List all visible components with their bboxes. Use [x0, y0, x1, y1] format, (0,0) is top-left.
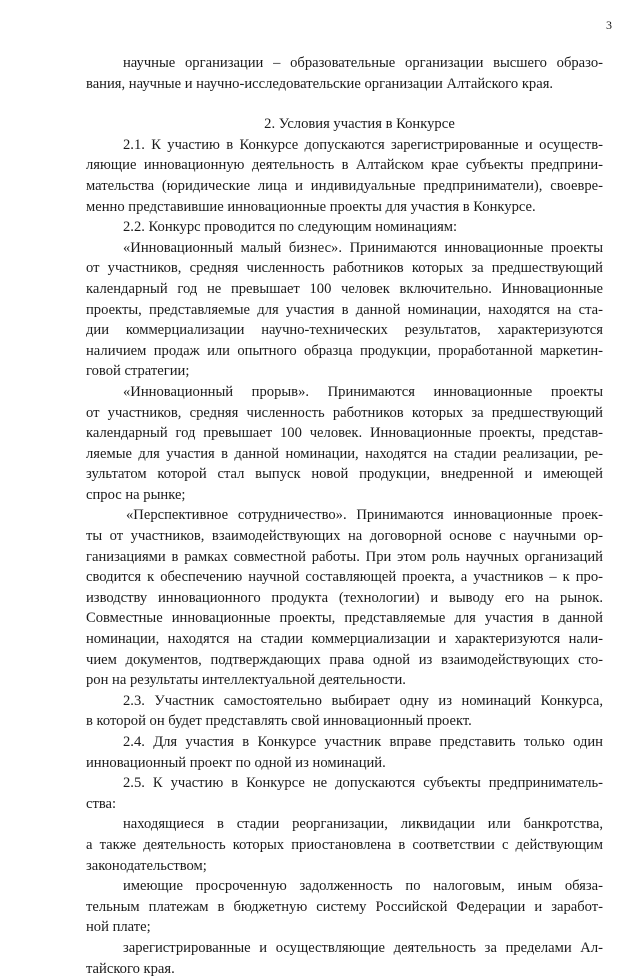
text-line: в которой он будет представлять свой инновационный проект.: [86, 713, 472, 730]
text-line: дии коммерциализации научно-технических результатов, характеризуются: [86, 322, 603, 339]
text-line: номинации, находятся на стадии коммерциализации и характеризуются нали-: [86, 631, 603, 648]
section-heading: 2. Условия участия в Конкурсе: [264, 116, 455, 133]
text-line: имеющие просроченную задолженность по налоговым, иным обяза-: [123, 878, 603, 895]
intro-paragraph: [86, 53, 603, 94]
text-line: зарегистрированные и осуществляющие деятельность за пределами Ал-: [123, 939, 603, 956]
text-line: инновационный проект по одной из номинаций.: [86, 754, 386, 771]
text-line: чием документов, подтверждающих права одной из взаимодействующих сто-: [86, 651, 603, 668]
text-line: мательства (юридические лица и индивидуальные предприниматели), своевре-: [86, 177, 603, 194]
text-line: Совместные инновационные проекты, представляемые для участия в данной: [86, 610, 603, 627]
text-line: а также деятельность которых приостановлена в соответствии с действующим: [86, 836, 603, 853]
text-line: ляемые для участия в данной номинации, находятся на стадии реализации, ре-: [86, 445, 603, 462]
paragraph-2-2: [86, 217, 603, 238]
text-line: говой стратегии;: [86, 363, 190, 380]
text-line: 2.4. Для участия в Конкурсе участник вправе представить только один: [123, 734, 603, 750]
paragraph-2-1: [86, 135, 603, 217]
text-line: ты от участников, взаимодействующих на договорной основе с научными ор-: [86, 528, 603, 545]
exclusion-outside-region: [86, 938, 603, 979]
nomination-cooperation: [86, 505, 603, 690]
document-body: [86, 53, 603, 979]
nomination-small-business: [86, 238, 603, 382]
paragraph-2-4: [86, 732, 603, 773]
text-line: от участников, средняя численность работников которых за предшествующий: [86, 404, 603, 421]
text-line: сводится к обеспечению научной составляющей проекта, а участников – к про-: [86, 569, 603, 586]
text-line: «Инновационный малый бизнес». Принимаются инновационные проекты: [123, 239, 603, 256]
text-line: «Инновационный прорыв». Принимаются инновационные проекты: [123, 383, 603, 400]
text-line: «Перспективное сотрудничество». Принимаются инновационные проек-: [126, 507, 603, 524]
text-line: изводству инновационного продукта (технологии) и выводу его на рынок.: [86, 589, 603, 606]
text-line: тайского края.: [86, 960, 175, 977]
text-line: 2.5. К участию в Конкурсе не допускаются субъекты предприниматель-: [123, 775, 603, 792]
text-line: наличием продаж или опытного образца продукции, проработанной маркетин-: [86, 342, 603, 359]
text-line: научные организации – образовательные организации высшего образо-: [123, 55, 603, 71]
text-line: тельным платежам в бюджетную систему Российской Федерации и заработ-: [86, 898, 603, 915]
text-line: календарный год превышает 100 человек. Инновационные проекты, представ-: [86, 425, 603, 442]
text-line: зультатом которой стал выпуск новой продукции, внедренной и имеющей: [86, 466, 603, 483]
text-line: находящиеся в стадии реорганизации, ликвидации или банкротства,: [123, 816, 603, 833]
text-line: ной плате;: [86, 919, 151, 936]
nomination-breakthrough: [86, 382, 603, 506]
text-line: законодательством;: [86, 857, 207, 874]
text-line: ства:: [86, 795, 117, 812]
text-line: 2.2. Конкурс проводится по следующим номинациям:: [123, 219, 458, 236]
text-line: проекты, представляемые для участия в данной номинации, находятся на ста-: [86, 301, 603, 318]
text-line: 2.3. Участник самостоятельно выбирает одну из номинаций Конкурса,: [123, 692, 603, 709]
paragraph-2-3: [86, 691, 603, 732]
exclusion-debt: [86, 876, 603, 938]
text-line: календарный год не превышает 100 человек включительно. Инновационные: [86, 280, 603, 297]
text-line: вания, научные и научно-исследовательские организации Алтайского края.: [86, 75, 554, 92]
text-line: ганизациями в рамках совместной работы. При этом роль научных организаций: [86, 548, 603, 565]
text-line: 2.1. К участию в Конкурсе допускаются зарегистрированные и осуществ-: [123, 136, 603, 153]
text-line: рон на результаты интеллектуальной деятельности.: [86, 672, 406, 689]
exclusion-reorganization: [86, 814, 603, 876]
text-line: ляющие инновационную деятельность в Алтайском крае субъекты предприни-: [86, 157, 603, 174]
page-number: 3: [606, 18, 612, 32]
paragraph-2-5: [86, 773, 603, 814]
text-line: спрос на рынке;: [86, 486, 186, 503]
text-line: от участников, средняя численность работников которых за предшествующий: [86, 260, 603, 277]
text-line: менно представившие инновационные проекты для участия в Конкурсе.: [86, 198, 536, 215]
